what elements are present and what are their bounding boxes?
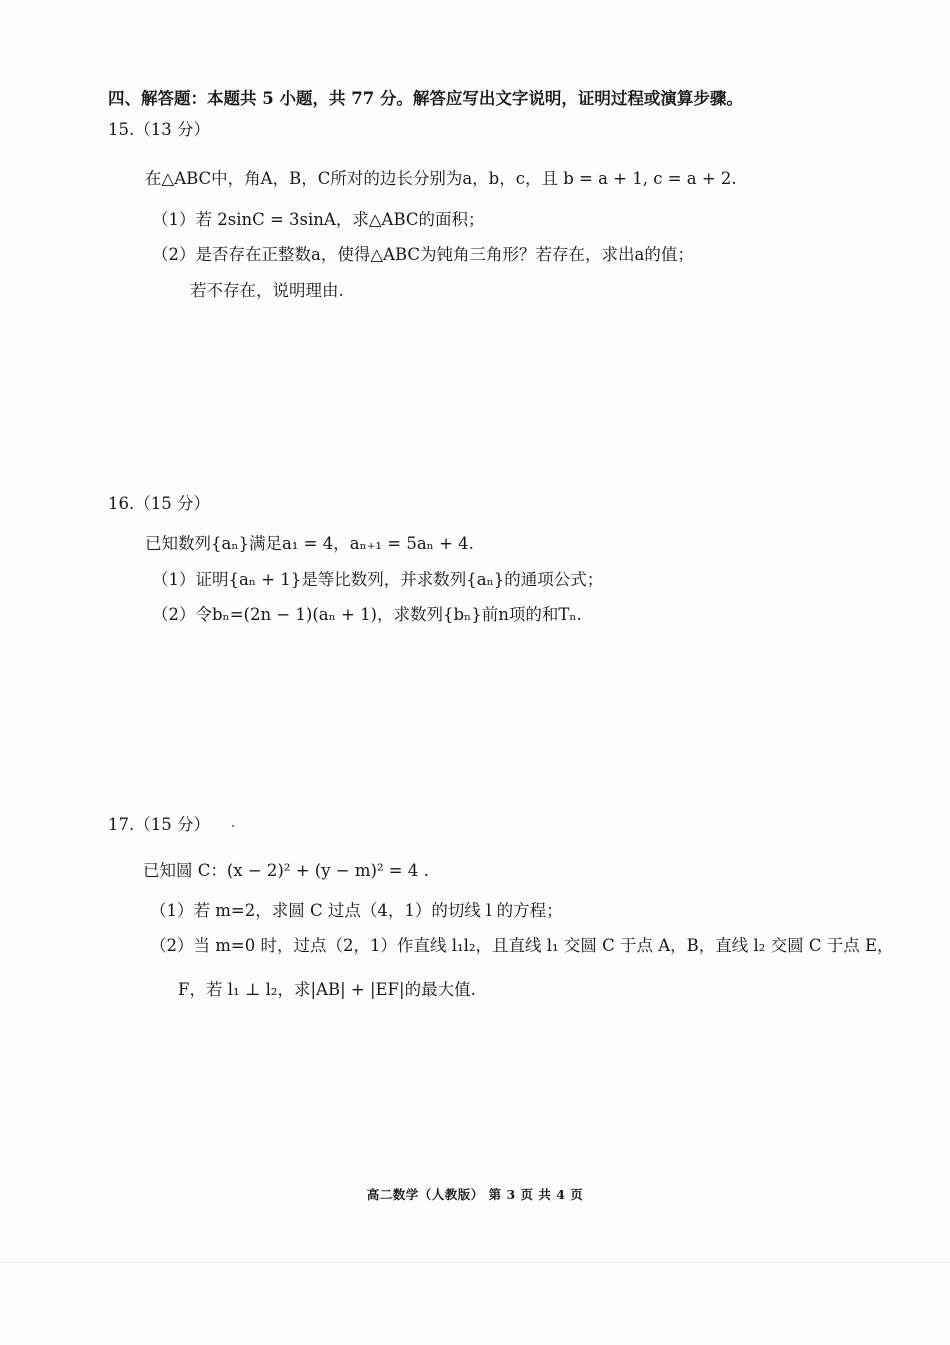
question-15-stem: 在△ABC中，角A，B，C所对的边长分别为a，b，c，且 b = a + 1, c = a + 2.: [145, 169, 737, 188]
question-15-part-2: （2）是否存在正整数a，使得△ABC为钝角三角形？若存在，求出a的值；: [152, 245, 694, 264]
question-15-part-2-cont: 若不存在，说明理由.: [190, 281, 344, 300]
question-17-header: 17.（15 分）: [108, 815, 210, 834]
section-title: 四、解答题：本题共 5 小题，共 77 分。解答应写出文字说明，证明过程或演算步骤。: [108, 89, 743, 108]
question-15-part-1: （1）若 2sinC = 3sinA，求△ABC的面积；: [152, 210, 485, 229]
question-16-part-2: （2）令bₙ=(2n − 1)(aₙ + 1)，求数列{bₙ}前n项的和Tₙ.: [152, 605, 582, 624]
question-16-part-1: （1）证明{aₙ + 1}是等比数列，并求数列{aₙ}的通项公式；: [152, 570, 604, 589]
question-17-stem: 已知圆 C：(x − 2)² + (y − m)² = 4 .: [143, 861, 429, 880]
page-footer: 高二数学（人教版） 第 3 页 共 4 页: [366, 1187, 584, 1202]
question-16-stem: 已知数列{aₙ}满足a₁ = 4，aₙ₊₁ = 5aₙ + 4.: [145, 534, 474, 553]
question-15-header: 15.（13 分）: [108, 120, 210, 139]
question-17-part-1: （1）若 m=2，求圆 C 过点（4，1）的切线 l 的方程；: [150, 901, 563, 920]
question-17-part-2-cont: F，若 l₁ ⊥ l₂，求|AB| + |EF|的最大值.: [178, 980, 476, 999]
page-bottom-edge: [0, 1262, 950, 1263]
scan-speck: [232, 825, 234, 827]
question-16-header: 16.（15 分）: [108, 494, 210, 513]
question-17-part-2: （2）当 m=0 时，过点（2，1）作直线 l₁l₂，且直线 l₁ 交圆 C 于点 A，B，直线 l₂ 交圆 C 于点 E，: [150, 936, 894, 955]
